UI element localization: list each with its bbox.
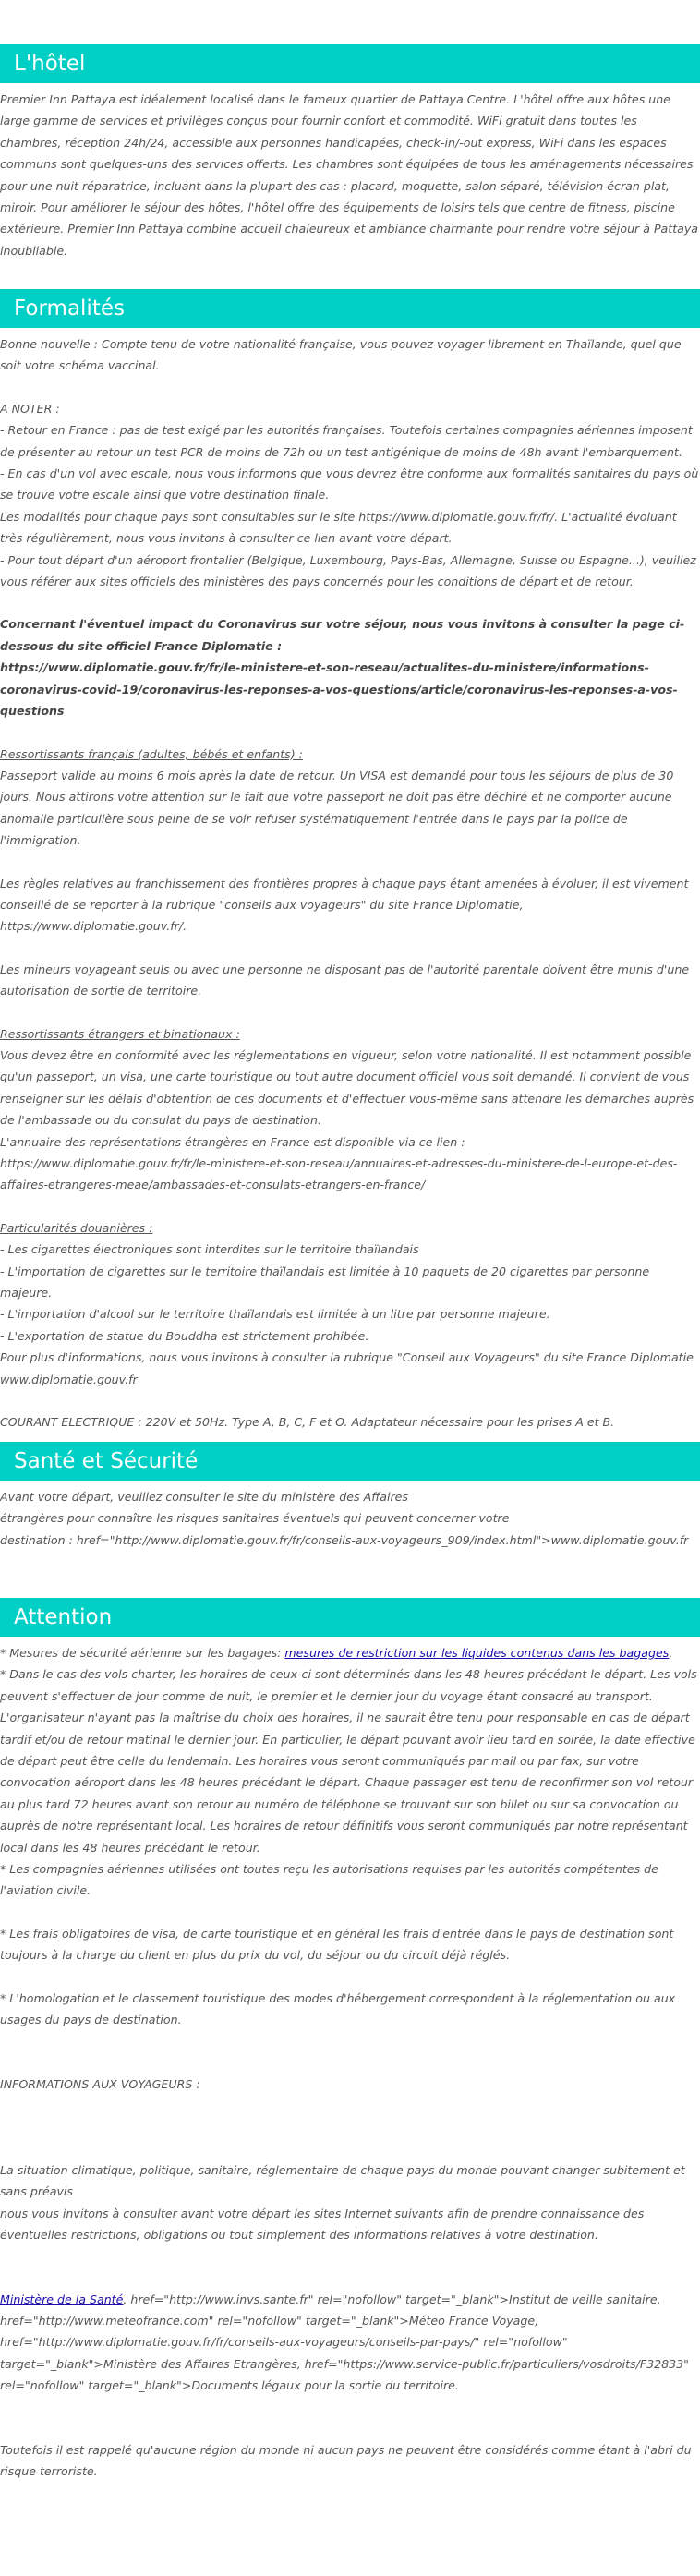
ministere-rest: , href="http://www.invs.sante.fr" rel="nofollow" target="_blank">Institut de veille sanitaire, href="http://www.meteofrance.com" rel="nofollow" target="_blank">Méteo France Voyage, href="http://www.diplomatie.gouv.fr/fr/conseils-aux-voyageurs/conseils-par-pays/" rel="nofollow" target="_blank">Ministère des Affaires Etrangères, href="https://www.service-public.fr/particuliers/vosdroits/F32833" rel="nofollow" target="_blank">Documents légaux pour la sortie du territoire. xyxy=(0,2292,689,2393)
formalites-covid: Concernant l'éventuel impact du Coronavirus sur votre séjour, nous vous invitons à consulter la page ci-dessous du site officiel France Diplomatie : https://www.diplomatie.gouv.fr/fr/le-ministere-et-son-reseau/actualites-du-ministere/informations-coronavirus-covid-19/coronavirus-les-reponses-a-vos-questions/article/coronavirus-les-reponses-a-vos-questions xyxy=(0,617,685,719)
hotel-section xyxy=(0,44,700,83)
hotel-heading: L'hôtel xyxy=(0,44,700,83)
compagnies-text: * Les compagnies aériennes utilisées ont toutes reçu les autorisations requises par les autorités compétentes de l'aviation civile. xyxy=(0,1862,658,1898)
francais-text: Passeport valide au moins 6 mois après la date de retour. Un VISA est demandé pour tous les séjours de plus de 30 jours. Nous attirons votre attention sur le fait que votre passeport ne doit pas être déchiré et ne comporter aucune anomalie particulière sous peine de se voir refuser systématiquement l'entrée dans le pays par la police de l'immigration. xyxy=(0,768,674,848)
etrangers-heading: Ressortissants étrangers et binationaux : xyxy=(0,1026,240,1041)
sante-section xyxy=(0,1442,700,1481)
francais-heading: Ressortissants français (adultes, bébés et enfants) : xyxy=(0,746,303,761)
ministere-text xyxy=(0,2289,700,2397)
bagages-suffix: . xyxy=(669,1646,673,1660)
etrangers-text: Vous devez être en conformité avec les réglementations en vigueur, selon votre nationalité. Il est notamment possible qu'un passeport, un visa, une carte touristique ou tout autre document officiel vous soit demandé. Il convient de vous renseigner sur les délais d'obtention de ces documents et d'effectuer vous-même sans attendre les démarches auprès de l'ambassade ou du consulat du pays de destination. L'annuaire des représentations étrangères en France est disponible via ce lien : https://www.diplomatie.gouv.fr/fr/le-ministere-et-son-reseau/annuaires-et-adresses-du-ministere-de-l-europe-et-des-affaires-etrangeres-meae/ambassades-et-consulats-etrangers-en-france/ xyxy=(0,1047,694,1192)
formalites-a-noter: A NOTER : - Retour en France : pas de test exigé par les autorités françaises. Toutefois certaines compagnies aériennes imposent de présenter au retour un test PCR de moins de 72h ou un test antigénique de moins de 48h avant l'embarquement. - En cas d'un vol avec escale, nous vous informons que vous devrez être conforme aux formalités sanitaires du pays où se trouve votre escale ainsi que votre destination finale. Les modalités pour chaque pays sont consultables sur le site https://www.diplomatie.gouv.fr/fr/. L'actualité évoluant très régulièrement, nous vous invitons à consulter ce lien avant votre départ. - Pour tout départ d'un aéroport frontalier (Belgique, Luxembourg, Pays-Bas, Allemagne, Suisse ou Espagne...), veuillez vous référer aux sites officiels des ministères des pays concernés pour les conditions de départ et de retour. xyxy=(0,401,699,589)
sante-body xyxy=(0,1486,700,1551)
attention-section xyxy=(0,1598,700,1637)
infos-voyageurs-label: INFORMATIONS AUX VOYAGEURS : xyxy=(0,2076,200,2091)
frais-text: * Les frais obligatoires de visa, de carte touristique et en général les frais d'entrée dans le pays de destination sont toujours à la charge du client en plus du prix du vol, du séjour ou du circuit déjà réglés. xyxy=(0,1926,674,1963)
formalites-heading: Formalités xyxy=(0,289,700,328)
homologation-text: * L'homologation et le classement touristique des modes d'hébergement correspondent à la réglementation ou aux usages du pays de destination. xyxy=(0,1990,676,2027)
attention-body xyxy=(0,1642,700,2482)
liquides-restriction-link[interactable]: mesures de restriction sur les liquides contenus dans les bagages xyxy=(284,1646,670,1660)
sante-heading: Santé et Sécurité xyxy=(0,1442,700,1481)
horaires-text: * Dans le cas des vols charter, les horaires de ceux-ci sont déterminés dans les 48 heures précédant le départ. Les vols peuvent s'effectuer de jour comme de nuit, le premier et le dernier jour du voyage étant consacré au transport. L'organisateur n'ayant pas la maîtrise du choix des horaires, il ne saurait être tenu pour responsable en cas de départ tardif et/ou de retour matinal le dernier jour. En particulier, le départ pouvant avoir lieu tard en soirée, la date effective de départ peut être celle du lendemain. Les horaires vous seront communiqués par mail ou par fax, sur votre convocation aéroport dans les 48 heures précédant le départ. Chaque passager est tenu de reconfirmer son vol retour au plus tard 72 heures avant son retour au numéro de téléphone se trouvant sur son billet ou sur sa convocation ou auprès de notre représentant local. Les horaires de retour définitifs vous seront communiqués par notre représentant local dans les 48 heures précédant le retour. xyxy=(0,1667,697,1855)
situation-text: La situation climatique, politique, sanitaire, réglementaire de chaque pays du monde pouvant changer subitement et sans préavis nous vous invitons à consulter avant votre départ les sites Internet suivants afin de prendre connaissance des éventuelles restrictions, obligations ou tout simplement des informations relatives à votre destination. xyxy=(0,2162,685,2243)
douane-text: - Les cigarettes électroniques sont interdites sur le territoire thaïlandais - L'importation de cigarettes sur le territoire thaïlandais est limitée à 10 paquets de 20 cigarettes par personne majeure. - L'importation d'alcool sur le territoire thaïlandais est limitée à un litre par personne majeure. - L'exportation de statue du Bouddha est strictement prohibée. Pour plus d'informations, nous vous invitons à consulter la rubrique "Conseil aux Voyageurs" du site France Diplomatie www.diplomatie.gouv.fr xyxy=(0,1242,694,1386)
mineurs-text: Les mineurs voyageant seuls ou avec une personne ne disposant pas de l'autorité parentale doivent être munis d'une autorisation de sortie de territoire. xyxy=(0,961,690,998)
courant-text: COURANT ELECTRIQUE : 220V et 50Hz. Type A, B, C, F et O. Adaptateur nécessaire pour les prises A et B. xyxy=(0,1415,615,1430)
sante-text: Avant votre départ, veuillez consulter le site du ministère des Affaires étrangères pour connaître les risques sanitaires éventuels qui peuvent concerner votre destination : href="http://www.diplomatie.gouv.fr/fr/conseils-aux-voyageurs_909/index.html">www.diplomatie.gouv.fr xyxy=(0,1490,689,1547)
formalites-intro: Bonne nouvelle : Compte tenu de votre nationalité française, vous pouvez voyager librement en Thaïlande, quel que soit votre schéma vaccinal. xyxy=(0,337,682,373)
ministere-sante-link[interactable]: Ministère de la Santé xyxy=(0,2292,124,2306)
douane-heading: Particularités douanières : xyxy=(0,1220,153,1235)
formalites-body xyxy=(0,333,700,1433)
hotel-body xyxy=(0,89,700,261)
bagages-prefix: * Mesures de sécurité aérienne sur les bagages: xyxy=(0,1646,285,1660)
attention-heading: Attention xyxy=(0,1598,700,1637)
frontieres-text: Les règles relatives au franchissement des frontières propres à chaque pays étant amenées à évoluer, il est vivement conseillé de se reporter à la rubrique "conseils aux voyageurs" du site France Diplomatie, https://www.diplomatie.gouv.fr/. xyxy=(0,876,689,934)
formalites-section xyxy=(0,289,700,328)
bagages-text xyxy=(0,1642,700,1663)
hotel-description: Premier Inn Pattaya est idéalement localisé dans le fameux quartier de Pattaya Centre. L'hôtel offre aux hôtes une large gamme de services et privilèges conçus pour fournir confort et commodité. WiFi gratuit dans toutes les chambres, réception 24h/24, accessible aux personnes handicapées, check-in/-out express, WiFi dans les espaces communs sont quelques-uns des services offerts. Les chambres sont équipées de tous les aménagements nécessaires pour une nuit réparatrice, incluant dans la plupart des cas : placard, moquette, salon séparé, télévision écran plat, miroir. Pour améliorer le séjour des hôtes, l'hôtel offre des équipements de loisirs tels que centre de fitness, piscine extérieure. Premier Inn Pattaya combine accueil chaleureux et ambiance charmante pour rendre votre séjour à Pattaya inoubliable. xyxy=(0,92,699,258)
terroriste-text: Toutefois il est rappelé qu'aucune région du monde ni aucun pays ne peuvent être considérés comme étant à l'abri du risque terroriste. xyxy=(0,2442,692,2478)
